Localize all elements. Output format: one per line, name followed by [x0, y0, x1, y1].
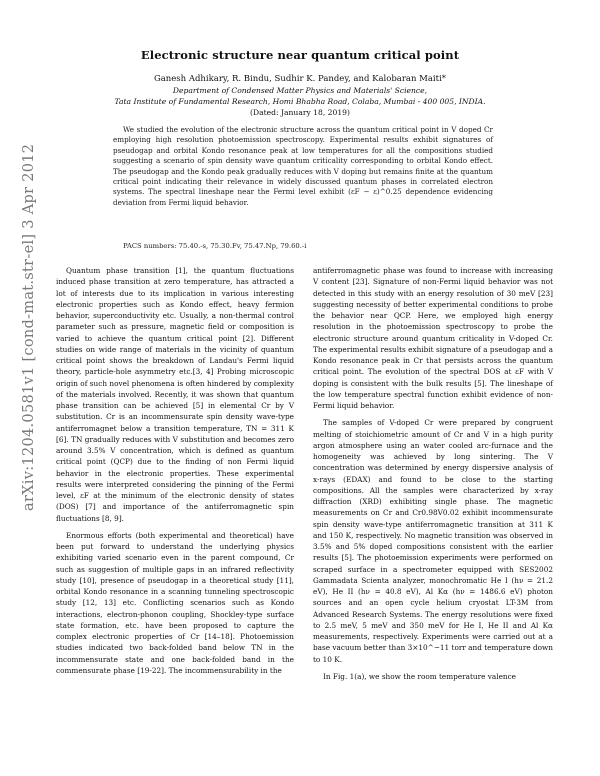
- right-paragraph-1: antiferromagnetic phase was found to increase with increasing V content [23]. Signature of non-Fermi liquid behavior was not detected in this study with an energy resolution of 30 meV [23] suggesting necessity of better experimental conditions to probe the behavior near QCP. Here, we employed high energy resolution in the photoemission spectroscopy to probe the electronic structure around quantum criticality in V-doped Cr. The experimental results exhibit signature of a pseudogap and a Kondo resonance peak in Cr that persists across the quantum critical point. The evolution of the spectral DOS at εF with V doping is consistent with the bulk results [5]. The lineshape of the low temperature spectral function exhibit evidence of non-Fermi liquid behavior.: [313, 266, 553, 410]
- pacs-numbers: PACS numbers: 75.40.-s, 75.30.Fv, 75.47.Np, 79.60.-i: [123, 242, 307, 250]
- right-column: [313, 265, 553, 682]
- paper-title: Electronic structure near quantum critical point: [140, 48, 460, 62]
- dated-line: (Dated: January 18, 2019): [250, 108, 350, 117]
- affiliation-department: Department of Condensed Matter Physics and Materials' Science,: [172, 86, 428, 95]
- affiliation-institute: Tata Institute of Fundamental Research, Homi Bhabha Road, Colaba, Mumbai - 400 005, INDIA.: [114, 97, 486, 106]
- right-paragraph-2: The samples of V-doped Cr were prepared by congruent melting of stoichiometric amount of Cr and V in a high purity argon atmosphere using an water cooled arc-furnace and the homogeneity was achieved by long sintering. The V concentration was determined by energy dispersive analysis of x-rays (EDAX) and found to be close to the starting compositions. All the samples were characterized by x-ray diffraction (XRD) exhibiting single phase. The magnetic measurements on Cr and Cr0.98V0.02 exhibit incommensurate spin density wave-type antiferromagnetic transition at 311 K and 150 K, respectively. No magnetic transition was observed in 3.5% and 5% doped compositions consistent with the earlier results [5]. The photoemission experiments were performed on scraped surface in a spectrometer equipped with SES2002 Gammadata Scienta analyzer, monochromatic He I (hν = 21.2 eV), He II (hν = 40.8 eV), Al Kα (hν = 1486.6 eV) photon sources and an open cycle helium cryostat LT-3M from Advanced Research Systems. The energy resolutions were fixed to 2.5 meV, 5 meV and 350 meV for He I, He II and Al Kα measurements, respectively. Experiments were carried out at a base vacuum better than 3×10^−11 torr and temperature down to 10 K.: [313, 418, 553, 664]
- left-paragraph-1: Quantum phase transition [1], the quantum fluctuations induced phase transition at zero temperature, has attracted a lot of interests due to its implication in various interesting electronic properties such as Kondo effect, heavy fermion behavior, superconductivity etc. Usually, a non-thermal control parameter such as pressure, magnetic field or composition is varied to achieve the quantum critical point [2]. Different studies on wide range of materials in the vicinity of quantum critical point shows the breakdown of Landau's Fermi liquid theory, particle-hole asymmetry etc.[3, 4] Probing microscopic origin of such novel phenomena is often hindered by complexity of the materials involved. Recently, it was shown that quantum phase transition can be achieved [5] in elemental Cr by V substitution. Cr is an incommensurate spin density wave-type antiferromagnet below a transition temperature, TN = 311 K [6]. TN gradually reduces with V substitution and becomes zero around 3.5% V concentration, which is defined as quantum critical point (QCP) due to the finding of non Fermi liquid behavior in the electronic properties. These experimental results were interpreted considering the pinning of the Fermi level, εF at the minimum of the electronic density of states (DOS) [7] and importance of the antiferromagnetic spin fluctuations [8, 9].: [56, 266, 294, 523]
- right-paragraph-3: In Fig. 1(a), we show the room temperature valence: [323, 671, 516, 681]
- abstract: We studied the evolution of the electronic structure across the quantum critical point in V doped Cr employing high resolution photoemission spectroscopy. Experimental results exhibit signatures of pseudogap and orbital Kondo resonance peak at low temperatures for all the compositions studied suggesting a scenario of spin density wave quantum criticality corresponding to orbital Kondo effect. The pseudogap and the Kondo peak gradually reduces with V doping but remains finite at the quantum critical point indicating their relevance in widely discussed quantum phases in correlated electron systems. The spectral lineshape near the Fermi level exhibit (εF − ε)^0.25 dependence evidencing deviation from Fermi liquid behavior.: [113, 125, 493, 207]
- arxiv-identifier: arXiv:1204.0581v1 [cond-mat.str-el] 3 Apr 2012: [21, 143, 37, 511]
- left-paragraph-2: Enormous efforts (both experimental and theoretical) have been put forward to understand the underlying physics exhibiting varied scenario even in the parent compound, Cr such as suggestion of multiple gaps in an infrared reflectivity study [10], presence of pseudogap in a theoretical study [11], orbital Kondo resonance in a scanning tunneling spectroscopic study [12, 13] etc. Conflicting scenarios such as Kondo interactions, electron-phonon coupling, Shockley-type surface state formation, etc. have been proposed to capture the complex electronic properties of Cr [14–18]. Photoemission studies indicated two back-folded band below TN in the incommensurate state and one back-folded band in the commensurate phase [19-22]. The incommensurability in the: [56, 530, 294, 675]
- author-list: Ganesh Adhikary, R. Bindu, Sudhir K. Pandey, and Kalobaran Maiti*: [153, 74, 447, 84]
- left-column: [56, 265, 294, 676]
